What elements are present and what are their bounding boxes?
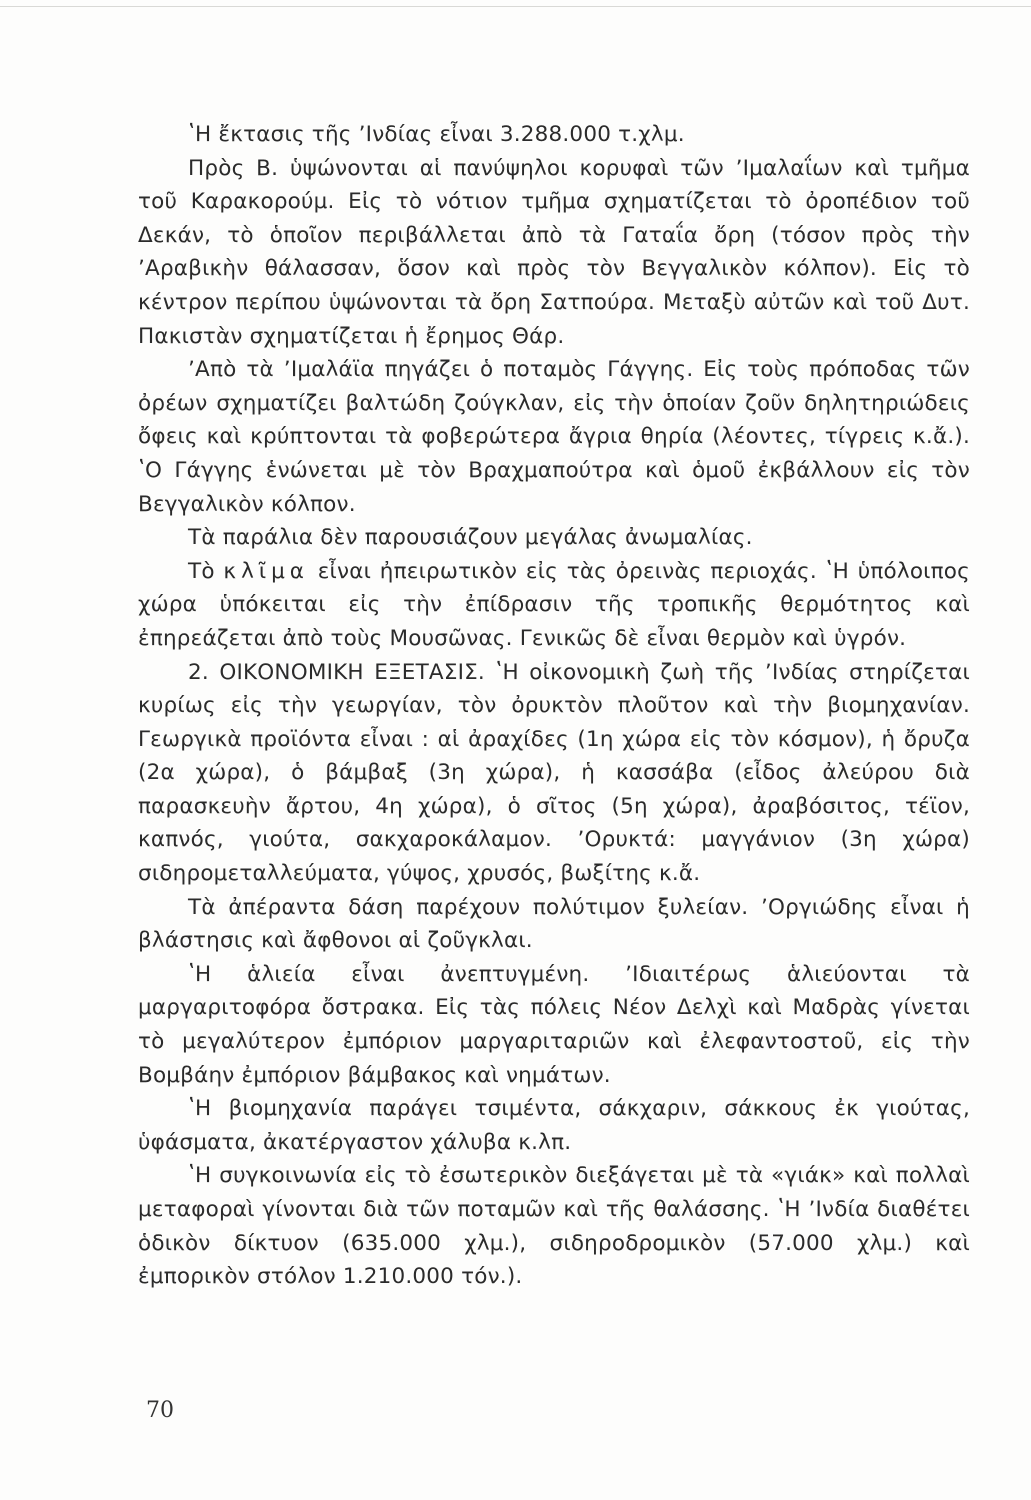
paragraph-economy	[138, 656, 970, 891]
climate-text: εἶναι ἠπειρωτικὸν εἰς τὰς ὀρεινὰς περιοχάς. ʽΗ ὑπόλοιπος χώρα ὑπόκειται εἰς τὴν ἐπίδρασιν τῆς τροπικῆς θερμότητος καὶ ἐπηρεάζεται ἀπὸ τοὺς Μουσῶνας. Γενικῶς δὲ εἶναι θερμὸν καὶ ὑγρόν.	[138, 558, 970, 651]
paragraph-forests: Τὰ ἀπέραντα δάση παρέχουν πολύτιμον ξυλείαν. ʼΟργιώδης εἶναι ἡ βλάστησις καὶ ἄφθονοι αἱ ζοῦγκλαι.	[138, 894, 970, 954]
paragraph-area: ʽΗ ἔκτασις τῆς ʼΙνδίας εἶναι 3.288.000 τ.χλμ.	[188, 122, 685, 147]
body-text	[138, 118, 970, 1294]
paragraph-transport: ʽΗ συγκοινωνία εἰς τὸ ἐσωτερικὸν διεξάγεται μὲ τὰ «γιάκ» καὶ πολλαὶ μεταφοραὶ γίνονται διὰ τῶν ποταμῶν καὶ τῆς θαλάσσης. ʽΗ ʼΙνδία διαθέτει ὁδικὸν δίκτυον (635.000 χλμ.), σιδηροδρομικὸν (57.000 χλμ.) καὶ ἐμπορικὸν στόλον 1.210.000 τόν.).	[138, 1163, 970, 1290]
paragraph-ganges: ʼΑπὸ τὰ ʼΙμαλάϊα πηγάζει ὁ ποταμὸς Γάγγης. Εἰς τοὺς πρόποδας τῶν ὀρέων σχηματίζει βαλτώδη ζούγκλαν, εἰς τὴν ὁποίαν ζοῦν δηλητηριώδεις ὄφεις καὶ κρύπτονται τὰ φοβερώτερα ἄγρια θηρία (λέοντες, τίγρεις κ.ἄ.). ʽΟ Γάγγης ἑνώνεται μὲ τὸν Βραχμαπούτρα καὶ ὁμοῦ ἐκβάλλουν εἰς τὸν Βεγγαλικὸν κόλπον.	[138, 357, 970, 517]
paragraph-climate	[138, 555, 970, 656]
paragraph-fishing: ʽΗ ἁλιεία εἶναι ἀνεπτυγμένη. ʼΙδιαιτέρως ἁλιεύονται τὰ μαργαριτοφόρα ὄστρακα. Εἰς τὰς πόλεις Νέον Δελχὶ καὶ Μαδρὰς γίνεται τὸ μεγαλύτερον ἐμπόριον μαργαριταριῶν καὶ ἐλεφαντοστοῦ, εἰς τὴν Βομβάην ἐμπόριον βάμβακος καὶ νημάτων.	[138, 961, 970, 1088]
section-heading: 2. ΟΙΚΟΝΟΜΙΚΗ ΕΞΕΤΑΣΙΣ.	[188, 659, 485, 685]
paragraph-coast: Τὰ παράλια δὲν παρουσιάζουν μεγάλας ἀνωμαλίας.	[188, 525, 753, 551]
climate-keyword: κλῖμα	[223, 558, 309, 584]
economy-text: ʽΗ οἰκονομικὴ ζωὴ τῆς ʼΙνδίας στηρίζεται κυρίως εἰς τὴν γεωργίαν, τὸν ὀρυκτὸν πλοῦτον καὶ τὴν βιομηχανίαν. Γεωργικὰ προϊόντα εἶναι : αἱ ἀραχίδες (1η χώρα εἰς τὸν κόσμον), ἡ ὄρυζα (2α χώρα), ὁ βάμβαξ (3η χώρα), ἡ κασσάβα (εἶδος ἀλεύρου διὰ παρασκευὴν ἄρτου, 4η χώρα), ὁ σῖτος (5η χώρα), ἀραβόσιτος, τέϊον, καπνός, γιούτα, σακχαροκάλαμον. ʼΟρυκτά: μαγγάνιον (3η χώρα) σιδηρομεταλλεύματα, γύψος, χρυσός, βωξίτης κ.ἄ.	[138, 659, 970, 887]
paragraph-industry: ʽΗ βιομηχανία παράγει τσιμέντα, σάκχαριν, σάκκους ἐκ γιούτας, ὑφάσματα, ἀκατέργαστον χάλυβα κ.λπ.	[138, 1096, 970, 1155]
paragraph-relief: Πρὸς Β. ὑψώνονται αἱ πανύψηλοι κορυφαὶ τῶν ʼΙμαλαΐων καὶ τμῆμα τοῦ Καρακορούμ. Εἰς τὸ νότιον τμῆμα σχηματίζεται τὸ ὀροπέδιον τοῦ Δεκάν, τὸ ὁποῖον περιβάλλεται ἀπὸ τὰ Γαταΐα ὄρη (τόσον πρὸς τὴν ʼΑραβικὴν θάλασσαν, ὅσον καὶ πρὸς τὸν Βεγγαλικὸν κόλπον). Εἰς τὸ κέντρον περίπου ὑψώνονται τὰ ὄρη Σατπούρα. Μεταξὺ αὐτῶν καὶ τοῦ Δυτ. Πακιστὰν σχηματίζεται ἡ ἔρημος Θάρ.	[138, 155, 970, 349]
page-number: 70	[146, 1398, 174, 1423]
page-edge-line	[0, 6, 1031, 7]
climate-lead: Τὸ	[188, 558, 215, 584]
